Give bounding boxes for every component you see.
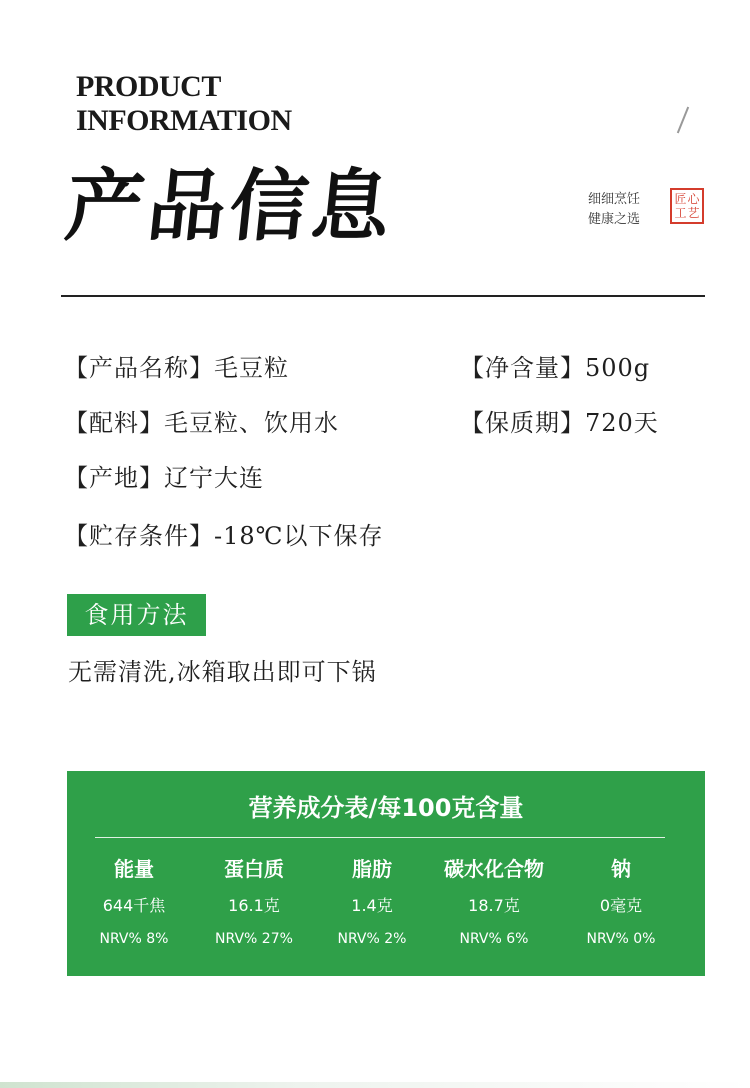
english-title-line-2: INFORMATION	[76, 104, 292, 137]
slogan-line-1: 细细烹饪	[588, 192, 641, 207]
nutrient-value: 1.4克	[351, 896, 393, 915]
nutrient-name: 蛋白质	[224, 857, 284, 881]
nutrient-column-carbohydrate	[434, 855, 554, 949]
nutrition-table-title: 营养成分表/每100克含量	[248, 794, 524, 822]
english-title-line-1: PRODUCT	[76, 70, 221, 103]
usage-text: 无需清洗,冰箱取出即可下锅	[68, 658, 377, 686]
origin-field: 【产地】辽宁大连	[64, 464, 264, 492]
nutrient-value: 16.1克	[228, 896, 280, 915]
nutrition-table	[67, 771, 705, 976]
slogan	[588, 190, 640, 230]
nutrient-nrv: NRV% 2%	[337, 931, 407, 947]
nutrient-value: 644千焦	[102, 896, 166, 915]
seal-char: 心	[687, 192, 700, 206]
seal-char: 艺	[687, 206, 700, 220]
usage-label-badge: 食用方法	[67, 594, 206, 636]
nutrient-value: 18.7克	[468, 896, 520, 915]
shelf-life-field: 【保质期】720天	[460, 409, 659, 437]
nutrient-name: 碳水化合物	[444, 857, 544, 881]
nutrient-value: 0毫克	[599, 896, 643, 915]
nutrient-nrv: NRV% 8%	[99, 931, 169, 947]
net-content-field: 【净含量】500g	[460, 354, 651, 382]
nutrient-nrv: NRV% 6%	[459, 931, 529, 947]
page-title: 产品信息	[61, 161, 399, 252]
divider-line	[61, 295, 705, 297]
nutrient-nrv: NRV% 27%	[215, 931, 293, 947]
red-seal-stamp	[670, 188, 704, 224]
nutrient-name: 能量	[114, 857, 154, 881]
nutrient-column-protein	[194, 855, 314, 949]
storage-field: 【贮存条件】-18℃以下保存	[64, 522, 384, 550]
nutrient-column-fat	[312, 855, 432, 949]
nutrition-divider	[95, 837, 665, 838]
bottom-edge-decoration	[0, 1082, 750, 1088]
nutrient-name: 脂肪	[352, 857, 392, 881]
nutrient-nrv: NRV% 0%	[586, 931, 656, 947]
nutrient-column-sodium	[561, 855, 681, 949]
slogan-line-2: 健康之选	[588, 212, 641, 227]
product-name-field: 【产品名称】毛豆粒	[64, 354, 289, 382]
seal-char: 工	[674, 206, 687, 220]
ingredients-field: 【配料】毛豆粒、饮用水	[64, 409, 339, 437]
seal-char: 匠	[674, 192, 687, 206]
english-title	[76, 70, 292, 138]
decorative-slash	[677, 107, 689, 134]
nutrient-name: 钠	[611, 857, 631, 881]
nutrient-column-energy	[74, 855, 194, 949]
